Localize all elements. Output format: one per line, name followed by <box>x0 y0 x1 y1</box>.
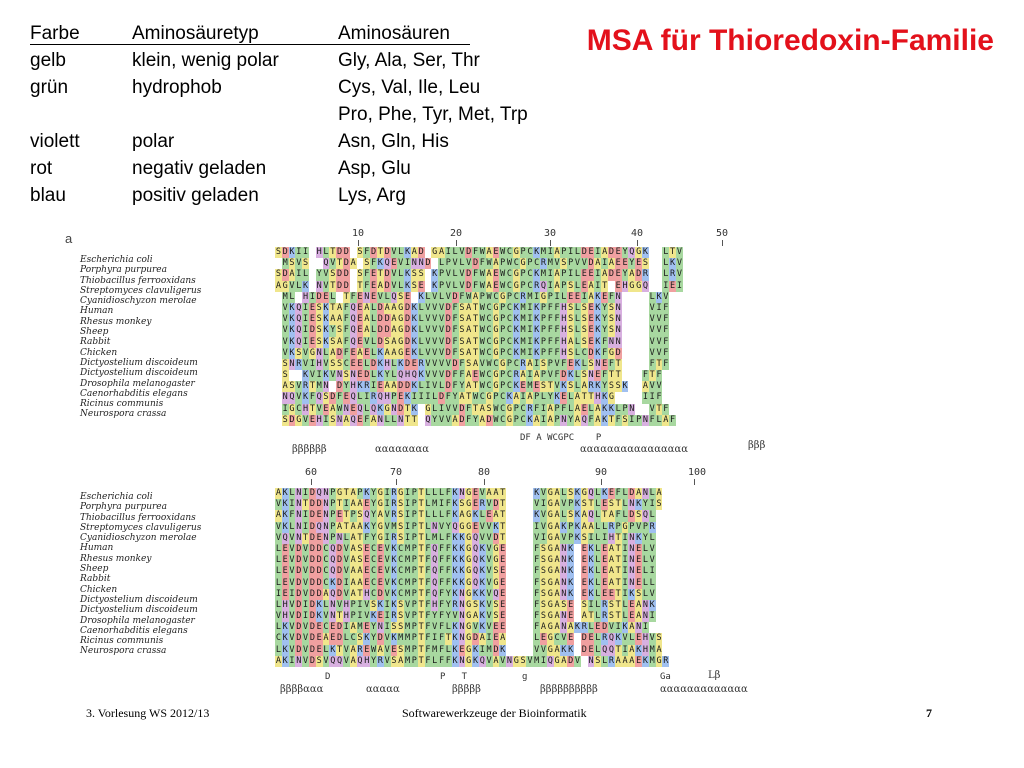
species-name: Human <box>80 543 114 554</box>
species-name: Caenorhabditis elegans <box>80 625 188 636</box>
sequence-row: L E V D V D D C Q D V A A E C E V K C M P T F Q F F K K G Q K V S E F S G A N K E K L E A T I N E L I <box>275 566 655 577</box>
legend-row <box>30 74 590 101</box>
sequence-row: L E V D V D D C Q D V A S E C E V K C M P T F Q F F K K G Q K V G E F S G A N K E K L E A T I N E L V <box>275 555 655 566</box>
sequence-row: C K V D V D E A E D L C S K Y D V K M M P T F I F T K N G D A I E A L E G C V E D E L R Q K V L E H V S <box>275 633 662 644</box>
position-tick <box>637 240 638 246</box>
motif-annotation: DF A WCGPC P <box>520 433 602 443</box>
legend-aa: Asp, Glu <box>338 158 411 179</box>
species-name: Dictyostelium discoideum <box>80 357 198 368</box>
species-name: Dictyostelium discoideum <box>80 605 198 616</box>
species-name: Rabbit <box>80 574 111 585</box>
position-tick <box>396 479 397 485</box>
page-number: 7 <box>926 706 932 720</box>
panel-label: a <box>65 231 73 246</box>
legend-row <box>30 182 590 209</box>
motif-annotation: g <box>522 672 528 682</box>
position-tick <box>550 240 551 246</box>
position-number: 50 <box>716 228 729 239</box>
sequence-row: V H V D I D K V N T H P I V K E I R S V P T F Y F Y V N G A K V S E F S G A N E A T L R S T L E A N I <box>275 611 655 622</box>
legend-type: hydrophob <box>132 77 222 98</box>
sequence-row: L E V D V D D C Q D V A S E C E V K C M P T F Q F F K K G Q K V G E F S G A N K E K L E A T I N E L V <box>275 543 655 554</box>
species-name: Ricinus communis <box>80 636 164 647</box>
legend-type: negativ geladen <box>132 158 267 179</box>
position-number: 60 <box>305 467 318 478</box>
species-name: Dictyostelium discoideum <box>80 368 198 379</box>
sequence-row: L E V D V D D C K D I A A E C E V K C M P T F Q F F K K G Q K V G E F S G A N K E K L E A T I N E L L <box>275 577 655 588</box>
beta-strand-annotation: ββββααα <box>280 684 324 695</box>
legend-row <box>30 128 590 155</box>
alpha-helix-annotation: ααααα <box>366 684 400 695</box>
sequence-row: S D A I L Y V S D D S F E T D V L K S S K P V L V D F W A E W C G P C K M I A P I L E E I A D E Y A D R L R V <box>275 269 682 280</box>
species-name: Human <box>80 306 114 317</box>
sequence-row: S K V I K V N S N E D L K Y L Q H Q K V V V D F F A E W C G P C R A I A P V F D K L S N E F T T F T F <box>282 370 662 381</box>
motif-annotation: Lβ <box>708 670 721 681</box>
beta-strand-annotation: βββββ <box>452 684 481 695</box>
motif-annotation: Ga <box>660 672 671 682</box>
legend-aa: Lys, Arg <box>338 185 406 206</box>
position-tick <box>358 240 359 246</box>
position-tick <box>456 240 457 246</box>
legend-aa: Cys, Val, Ile, Leu <box>338 77 481 98</box>
legend-header-type: Aminosäuretyp <box>132 23 259 44</box>
legend-aa: Pro, Phe, Tyr, Met, Trp <box>338 104 528 125</box>
species-name: Streptomyces clavuligerus <box>80 522 202 533</box>
species-name: Porphyra purpurea <box>80 502 167 513</box>
alpha-helix-annotation: αααααααααααααααα <box>580 444 689 455</box>
position-number: 10 <box>352 228 365 239</box>
species-name: Cyanidioschyzon merolae <box>80 296 197 307</box>
species-list-2 <box>80 492 201 657</box>
sequence-row: V K S V G N L A D F E A E L K A A G E K L V V V D F S A T W C G P C K M I K P F F H S L C D K F G D V V F <box>282 347 669 358</box>
sequence-row: V Q V N T D E N P N L A T F Y G I R S I P T L M L F K K G Q V V D T V I G A V P K S I L I H T I N K Y L <box>275 532 655 543</box>
sequence-row: V K Q I E S K S A F Q E V L D S A G D K L V V V D F S A T W C G P C K M I K P F F H A L S E K F N N V V F <box>282 336 669 347</box>
legend-row <box>30 155 590 182</box>
species-name: Drosophila melanogaster <box>80 615 195 626</box>
legend-color: blau <box>30 185 66 206</box>
position-number: 30 <box>544 228 557 239</box>
sequence-row: V K Q I D S K Y S F Q E A L D D A G D K L V V V D F S A T W C G P C K M I K P F F H S L S E K Y S N V V F <box>282 325 669 336</box>
position-number: 100 <box>688 467 707 478</box>
legend-row <box>30 47 590 74</box>
legend-header <box>30 20 590 47</box>
footer-course: Softwarewerkzeuge der Bioinformatik <box>402 706 587 720</box>
species-name: Chicken <box>80 584 118 595</box>
sequence-row: A K F N I D E N P E T P S Q Y A V R S I P T L L L F K A G K L E A T K V G A L S K A Q L T A F L D S Q L <box>275 510 655 521</box>
sequence-row: A K I N V D S V Q Q V A Q H Y R V S A M P T F L F F K N G K Q V A V N G S V M I Q G A D V N S L R A A A E K M G R <box>275 655 669 666</box>
sequence-row: V K L N I D Q N P A T A A K Y G V M S I P T L N V Y Q G G E V V K T I V G A K P K A A L L R P G P V P R <box>275 521 655 532</box>
legend-color: gelb <box>30 50 66 71</box>
position-tick <box>722 240 723 246</box>
legend-header-color: Farbe <box>30 23 80 44</box>
legend-color: grün <box>30 77 69 98</box>
position-number: 40 <box>631 228 644 239</box>
sequence-row: S D K I I H L T D D S F D T D V L K A D G A I L V D F W A E W C G P C K M I A P I L D E I A D E Y Q G K L T V <box>275 247 682 257</box>
sequence-row: A G V L K N V T D D T F E A D V L K S E K P V L V D F W A E W C G P C R Q I A P S L E A I T E H G G Q I E I <box>275 280 682 291</box>
slide-title: MSA für Thioredoxin-Familie <box>586 24 994 57</box>
position-number: 90 <box>595 467 608 478</box>
species-name: Neurospora crassa <box>80 646 167 657</box>
alpha-helix-annotation: ααααααααααααα <box>660 684 748 695</box>
position-number: 20 <box>450 228 463 239</box>
species-name: Streptomyces clavuligerus <box>80 285 202 296</box>
species-name: Rhesus monkey <box>80 316 152 327</box>
position-number: 70 <box>390 467 403 478</box>
species-name: Drosophila melanogaster <box>80 378 195 389</box>
species-name: Sheep <box>80 564 109 575</box>
legend-color: rot <box>30 158 53 179</box>
alignment-block-2 <box>275 488 669 667</box>
beta-strand-annotation: βββ <box>748 440 766 451</box>
sequence-row: S D G V E H I S N A Q E F A N L L N T T Q Y V V A D F Y A D W C G P C K A I A P N Y A Q F A K T F S I P N F L A F <box>282 414 676 425</box>
sequence-row: L H V D I D K L N V H P I V S K I K S V P T F H F Y R N G S K V S E F S G A S E S I L R S T L E A N K <box>275 599 655 610</box>
motif-annotation: P T <box>440 672 468 682</box>
species-name: Thiobacillus ferrooxidans <box>80 512 196 523</box>
species-list-1 <box>80 255 201 420</box>
legend-header-aa: Aminosäuren <box>338 23 450 44</box>
sequence-row: L K V D V D E C E D I A M E Y N I S S M P T F V F L K N G V K V E E F A G A N A K R L E D V I K A N I <box>275 622 648 633</box>
sequence-row: A K L N I D Q N P G T A P K Y G I R G I P T L L L F K N G E V A A T K V G A L S K G Q L K E F L D A N L A <box>275 488 662 498</box>
sequence-row: V K Q I E S K T A F Q E A L D A A G D K L V V V D F S A T W C G P C K M I K P F F H S L S E K Y S N V I F <box>282 302 669 313</box>
beta-strand-annotation: ββββββ <box>292 444 327 455</box>
position-tick <box>601 479 602 485</box>
position-tick <box>484 479 485 485</box>
motif-annotation: D <box>325 672 331 682</box>
species-name: Rhesus monkey <box>80 553 152 564</box>
species-name: Porphyra purpurea <box>80 265 167 276</box>
species-name: Caenorhabditis elegans <box>80 388 188 399</box>
beta-strand-annotation: ββββββββββ <box>540 684 598 695</box>
position-tick <box>694 479 695 485</box>
legend-type: polar <box>132 131 175 152</box>
sequence-row: I E I D V D D A Q D V A T H C D V K C M P T F Q F Y K N G K K V Q E F S G A N K E K L E E T I K S L V <box>275 588 655 599</box>
legend-aa: Asn, Gln, His <box>338 131 449 152</box>
species-name: Ricinus communis <box>80 399 164 410</box>
alpha-helix-annotation: αααααααα <box>375 444 430 455</box>
species-name: Escherichia coli <box>80 255 153 265</box>
sequence-row: A S V R T M N D Y H K R I E A A D D K L I V L D F Y A T W C G P C K E M E S T V K S L A R K Y S S K A V V <box>282 381 662 392</box>
sequence-row: V K I N T D D N P T I A A E Y G I R S I P T L M I F K S G E R V D T V I G A V P K S T L E S T L N K Y I S <box>275 499 662 510</box>
species-name: Chicken <box>80 347 118 358</box>
species-name: Escherichia coli <box>80 492 153 502</box>
sequence-row: S N R V I H V S S C E E L D K H L K D E R V V V V D F S A V W C G P C R A I S P V F E K L S N E F T F T F <box>282 358 669 369</box>
legend-aa: Gly, Ala, Ser, Thr <box>338 50 480 71</box>
sequence-row: M S V S Q V T D A S F K Q E V I N N D L P V L V D F W A P W C G P C R M V S P V V D A I A E E Y E S L K V <box>282 258 682 269</box>
position-number: 80 <box>478 467 491 478</box>
species-name: Cyanidioschyzon merolae <box>80 533 197 544</box>
species-name: Thiobacillus ferrooxidans <box>80 275 196 286</box>
legend-color: violett <box>30 131 80 152</box>
sequence-row: L K V D V D E L K T V A R E W A V E S M P T F M F L K E G K I M D K V V G A K K D E L Q Q T I A K H M A <box>275 644 662 655</box>
position-tick <box>311 479 312 485</box>
sequence-row: N Q V K F Q S D F E Q L I R Q H P E K I I I L D F Y A T W C G P C K A I A P L Y K E L A T T H K G I I F <box>282 392 662 403</box>
legend-type: positiv geladen <box>132 185 259 206</box>
species-name: Sheep <box>80 327 109 338</box>
footer-lecture: 3. Vorlesung WS 2012/13 <box>86 706 210 720</box>
legend-header-underline <box>30 44 470 45</box>
species-name: Neurospora crassa <box>80 409 167 420</box>
legend-row <box>30 101 590 128</box>
legend-type: klein, wenig polar <box>132 50 279 71</box>
sequence-row: I G C H T V E A W N E Q L Q K G N D T K G L I V V D F T A S W C G P C R F I A P F L A E L A K K L P N V T F <box>282 403 669 414</box>
species-name: Dictyostelium discoideum <box>80 594 198 605</box>
sequence-row: M L H I D E L T F E N E V L Q S E K L V L V D F W A P W C G P C R M I G P I L E E I A K E F N L K V <box>282 291 669 302</box>
species-name: Rabbit <box>80 337 111 348</box>
alignment-block-1 <box>275 247 683 426</box>
sequence-row: V K Q I E S K A A F Q E A L D D A G D K L V V V D F S A T W C G P C K M I K P F F H S L S E K Y S N V V F <box>282 314 669 325</box>
color-legend <box>30 20 590 209</box>
